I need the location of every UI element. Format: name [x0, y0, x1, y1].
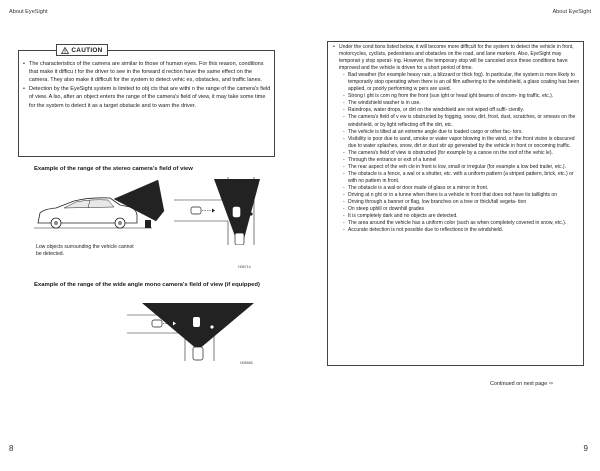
low-object [145, 220, 151, 228]
list-item: - On steep uphill or downhill grades [343, 206, 581, 213]
list-item: - The camera's field of v ew is obstructed by fogging, snow, dirt, frost, dust, scratches, or smears on the windshield, or by light reflecting off the dirt, etc. [343, 114, 581, 128]
list-item: - Visibility is poor due to sand, smoke or water vapor blowing in the wind, or the front vision is obscured due to water splashes, snow, dirt or dust stir up generated by the vehicle in front or oncoming traffic. [343, 136, 581, 150]
list-item: - The vehicle is tilted at an extreme angle due to loaded cargo or other fac- tors. [343, 129, 581, 136]
list-item: - Driving through a banner or flag, low branches on a tree or thick/tall vegeta- tion [343, 199, 581, 206]
conditions-lead: • Under the cond tions listed below, it will become more difficult for the system to detect the vehicle in front, motorcycles, cyclists, pedestrians and obstacles on the road, and lane markers. Also, EyeSight may temporari y stop operat- ing. However, the temporary stop will be canceled once these conditions have improved and the vehicle is driven for a short period of time. [333, 44, 581, 72]
list-item: - The camera's field of view is obstructed (for example by a canoe on the roof of the vehic le). [343, 150, 581, 157]
figure-title-mono: Example of the range of the wide angle mono camera's field of view (if equipped) [34, 282, 260, 288]
list-item: - The rear aspect of the veh cle in front is low, small or irregular (for example a low bed trailer, etc.). [343, 164, 581, 171]
figure-code: H06565 [240, 361, 253, 365]
figure-note: Low objects surrounding the vehicle cannot be detected. [36, 244, 134, 257]
list-item: - Strong l ght is com ng from the front (sun ight or head ight beams of oncom- ing traffic, etc.). [343, 93, 581, 100]
figure-title-stereo: Example of the range of the stereo camera's field of view [34, 166, 193, 172]
list-item: - Raindrops, water drops, or dirt on the windshield are not wiped off suffi- ciently. [343, 107, 581, 114]
pedestrian-mark [249, 212, 252, 215]
caution-list [22, 60, 271, 110]
page-number-right: 9 [583, 444, 588, 453]
list-item: - Accurate detection is not possible due to reflections in the windshield. [343, 227, 581, 234]
caution-item: • Detection by the EyeSight system is limited to obj cts that are withi n the range of the camera's field of view. A lso, after an object enters the range of the camera's field of view, it may take some time for the system to detect it as a target obstacle and to warn the driver. [22, 85, 271, 110]
page-header-right: About EyeSight [552, 9, 591, 15]
list-item: - The obstacle is a wal or door made of glass or a mirror in front. [343, 185, 581, 192]
caution-label [56, 44, 108, 56]
figure-code: H06714 [238, 265, 251, 269]
list-item: - It is completely dark and no objects are detected. [343, 213, 581, 220]
conditions-text [333, 44, 581, 234]
page-header-left: About EyeSight [9, 9, 48, 15]
stereo-camera-figure [34, 177, 260, 245]
list-item: - Through the entrance or exit of a tunnel [343, 157, 581, 164]
page-number-left: 8 [9, 444, 14, 453]
list-item: - The area around the vehicle has a uniform color (such as when completely covered in snow, etc.). [343, 220, 581, 227]
list-item: - The obstacle is a fence, a wal or a shutter, etc. with a uniform pattern (a striped pattern, brick, etc.) or with no pattern in front. [343, 171, 581, 185]
list-item: - Driving at n ght or in a tunne when there is a vehicle in front that does not have its taillights on [343, 192, 581, 199]
caution-item: • The characteristics of the camera are similar to those of human eyes. For this reason, conditions that make it difficu t for the driver to see in the forward d rection have the same effect on the camera. They also make it difficult for the system to detect vehic es, obstacles, and traffic lanes. [22, 60, 271, 85]
list-item: - The windshield washer is in use. [343, 100, 581, 107]
conditions-list [333, 72, 581, 234]
caution-label-text: CAUTION [71, 46, 103, 54]
warning-triangle-icon [61, 47, 69, 54]
car-side-view-illustration [34, 180, 164, 228]
mono-camera-figure [127, 303, 255, 361]
list-item: - Bad weather (for example heavy rain, a blizzard or thick fog). In particular, the system is more likely to temporarily stop operating when there is an oil film adhering to the windshield, a glass coating has been applied, or poorly performing w pers are used. [343, 72, 581, 93]
road-top-view-illustration [174, 177, 260, 245]
continued-link[interactable]: Continued on next page ⇨ [490, 381, 554, 387]
